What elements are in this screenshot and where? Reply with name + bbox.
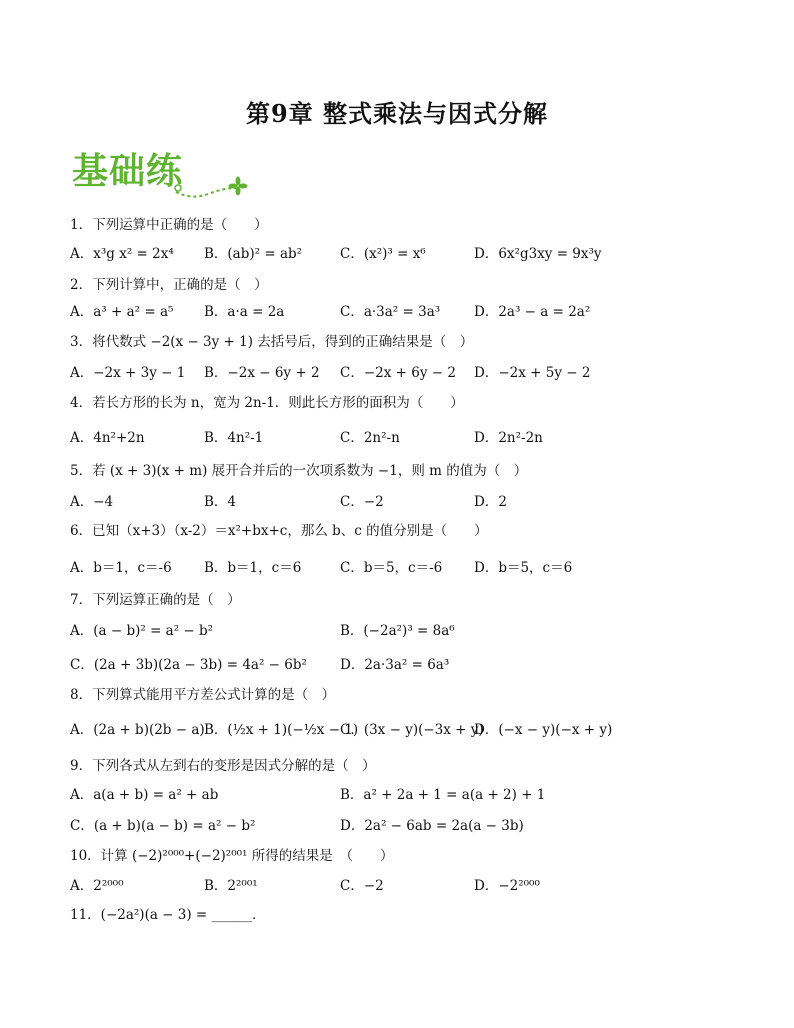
question-8: 8．下列算式能用平方差公式计算的是（ ） (70, 687, 336, 703)
question-8-options (70, 721, 730, 741)
option-c: C．−2 (340, 878, 384, 894)
option-b: B．4n²-1 (204, 430, 264, 446)
option-a: A．a³ + a² = a⁵ (70, 304, 174, 320)
option-a: A．(a − b)² = a² − b² (70, 623, 214, 639)
question-7: 7．下列运算正确的是（ ） (70, 592, 241, 608)
question-2-options (70, 303, 730, 323)
question-9-options-row-2 (70, 817, 730, 837)
question-10-options (70, 877, 730, 897)
option-c: C．−2 (340, 494, 384, 510)
option-b: B．(ab)² = ab² (204, 246, 303, 262)
question-9-options-row-1 (70, 786, 730, 806)
option-a: A．−4 (70, 494, 114, 510)
option-d: D．−2x + 5y − 2 (474, 365, 591, 381)
option-d: D．(−x − y)(−x + y) (474, 722, 613, 738)
question-1: 1．下列运算中正确的是（ ） (70, 217, 268, 233)
option-b: B．4 (204, 494, 237, 510)
option-b: B．a·a = 2a (204, 304, 285, 320)
question-1-options (70, 245, 730, 265)
question-3-options (70, 364, 730, 384)
option-a: A．x³g x² = 2x⁴ (70, 246, 174, 262)
option-c: C．−2x + 6y − 2 (340, 365, 456, 381)
option-c: C．a·3a² = 3a³ (340, 304, 441, 320)
section-banner-label: 基础练 (72, 151, 184, 192)
question-5-options (70, 493, 730, 513)
option-d: D．2n²-2n (474, 430, 543, 446)
question-11: 11．(−2a²)(a − 3) = ______． (70, 907, 266, 923)
question-6: 6．已知（x+3）（x-2）＝x²+bx+c，那么 b、c 的值分别是（ ） (70, 523, 488, 539)
option-d: D．2a² − 6ab = 2a(a − 3b) (340, 818, 524, 834)
option-c: C．(a + b)(a − b) = a² − b² (70, 818, 256, 834)
option-c: C．(3x − y)(−3x + y) (340, 722, 484, 738)
question-9: 9．下列各式从左到右的变形是因式分解的是（ ） (70, 758, 376, 774)
option-d: D．6x²g3xy = 9x³y (474, 246, 602, 262)
option-a: A．2²⁰⁰⁰ (70, 878, 124, 894)
option-a: A．4n²+2n (70, 430, 145, 446)
option-c: C．2n²-n (340, 430, 400, 446)
option-a: A．b＝1，c＝-6 (70, 560, 172, 576)
flower-vine-icon (172, 166, 252, 200)
option-b: B．2²⁰⁰¹ (204, 878, 258, 894)
option-d: D．2a³ − a = 2a² (474, 304, 591, 320)
option-a: A．(2a + b)(2b − a) (70, 722, 205, 738)
question-7-options-row-2 (70, 656, 730, 676)
option-b: B．−2x − 6y + 2 (204, 365, 320, 381)
question-2: 2．下列计算中，正确的是（ ） (70, 277, 268, 293)
option-d: D．b＝5，c＝6 (474, 560, 573, 576)
option-d: D．2 (474, 494, 507, 510)
option-d: D．−2²⁰⁰⁰ (474, 878, 540, 894)
option-c: C．b＝5，c＝-6 (340, 560, 443, 576)
option-d: D．2a·3a² = 6a³ (340, 657, 450, 673)
page-title: 第9章 整式乘法与因式分解 (245, 99, 549, 128)
section-banner (72, 150, 252, 200)
question-4-options (70, 429, 730, 449)
question-3: 3．将代数式 −2(x − 3y + 1) 去括号后，得到的正确结果是（ ） (70, 334, 474, 350)
question-10: 10．计算 (−2)²⁰⁰⁰+(−2)²⁰⁰¹ 所得的结果是 （ ） (70, 848, 394, 864)
option-a: A．−2x + 3y − 1 (70, 365, 186, 381)
option-b: B．(½x + 1)(−½x − 1) (204, 722, 359, 738)
option-b: B．a² + 2a + 1 = a(a + 2) + 1 (340, 787, 546, 803)
option-b: B．b＝1，c＝6 (204, 560, 302, 576)
option-c: C．(x²)³ = x⁶ (340, 246, 426, 262)
question-7-options-row-1 (70, 622, 730, 642)
option-c: C．(2a + 3b)(2a − 3b) = 4a² − 6b² (70, 657, 307, 673)
question-6-options (70, 559, 730, 579)
question-5: 5．若 (x + 3)(x + m) 展开合并后的一次项系数为 −1，则 m 的值为（ ） (70, 463, 528, 479)
question-4: 4．若长方形的长为 n，宽为 2n-1．则此长方形的面积为（ ） (70, 395, 464, 411)
option-b: B．(−2a²)³ = 8a⁶ (340, 623, 455, 639)
option-a: A．a(a + b) = a² + ab (70, 787, 219, 803)
